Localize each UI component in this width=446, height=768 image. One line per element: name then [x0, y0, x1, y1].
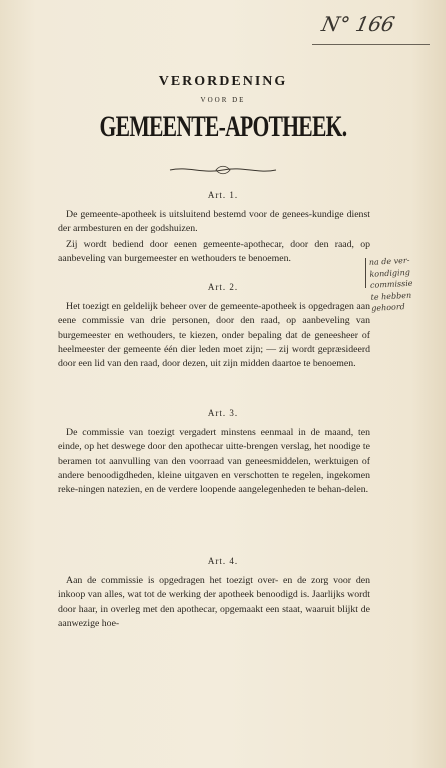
title-line3: GEMEENTE-APOTHEEK. — [99, 110, 347, 143]
manuscript-number: N° 166 — [312, 8, 430, 45]
article-paragraph: De gemeente-apotheek is uitsluitend bestemd voor de genees-kundige dienst der armbesturen en der godshuizen. — [58, 209, 370, 235]
article-heading: Art. 2. — [207, 282, 239, 292]
margin-note-line: na de ver- — [368, 255, 410, 267]
article-paragraph: Het toezigt en geldelijk beheer over de gemeente-apotheek is opgedragen aan eene commissie van drie personen, door den raad, op aanbeveling van burgemeester en wethouders, te kiezen, onder bepaling dat de geneesheer of heelmeester der gemeente één dier leden moet zijn; — zij wordt gepræsideerd door een lid van den raad, door dezen, uit zijn midden daartoe te benoemen. — [58, 301, 370, 370]
article-paragraph: Zij wordt bediend door eenen gemeente-apothecar, door den raad, op aanbeveling van burgemeester en wethouders te benoemen. — [58, 239, 370, 265]
title-line2: VOOR DE — [200, 96, 246, 104]
margin-note-line: gehoord — [371, 302, 406, 313]
ornament-divider — [168, 164, 278, 176]
margin-note-line: te hebben — [370, 290, 412, 302]
article-heading: Art. 1. — [207, 190, 239, 200]
article-heading: Art. 3. — [207, 408, 239, 418]
article-paragraph: De commissie van toezigt vergadert minstens eenmaal in de maand, ten einde, op het deswege door den apothecar uitte-brengen verslag, het noodige te beramen tot aanvulling van den voorraad van geneesmiddelen, werktuigen of andere benoodigdheden, kleine uitgaven en verschotten te regelen, ingekomen reke-ningen natezien, en de verdere loopende aangelegenheden te behan-delen. — [58, 427, 370, 496]
article-heading: Art. 4. — [207, 556, 239, 566]
title-line1: VERORDENING — [158, 74, 288, 89]
margin-note-line: kondiging — [369, 267, 411, 279]
margin-note-line: commissie — [369, 278, 413, 290]
article-paragraph: Aan de commissie is opgedragen het toezigt over- en de zorg voor den inkoop van alles, wat tot de werking der apotheek benoodigd is. Jaarlijks wordt door haar, in overleg met den apothecar, opgemaakt een staat, waaruit blijkt de aanwezige hoe- — [58, 575, 370, 629]
